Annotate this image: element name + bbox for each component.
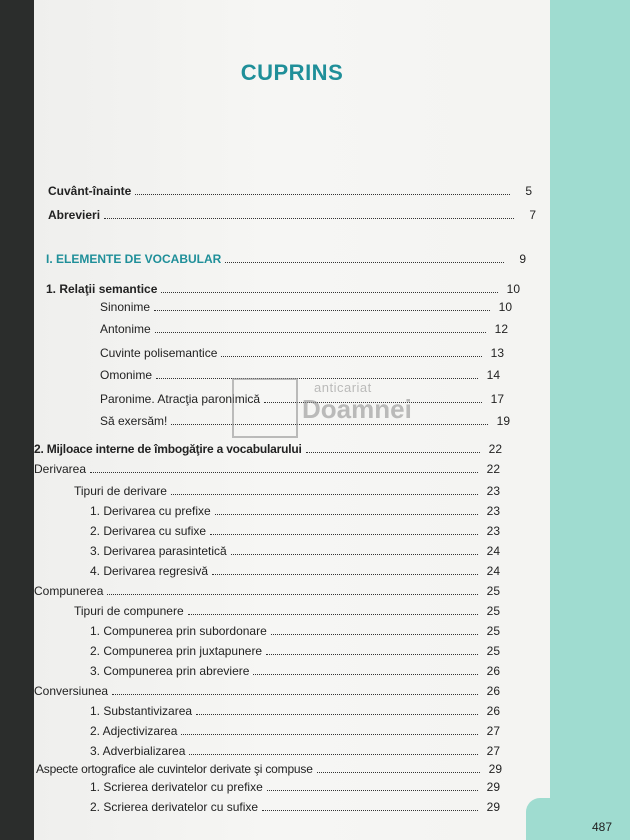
toc-entry-label: 4. Derivarea regresivă (90, 564, 209, 578)
book-page (34, 0, 630, 840)
toc-entry-label: I. ELEMENTE DE VOCABULAR (46, 252, 222, 266)
toc-entry-page: 26 (486, 684, 500, 698)
toc-entry (90, 720, 500, 738)
toc-entry-page: 24 (486, 564, 500, 578)
toc-entry (74, 600, 500, 618)
toc-entry-label: Cuvinte polisemantice (100, 346, 218, 360)
toc-entry (90, 700, 500, 718)
watermark-text-main: Doamnei (302, 394, 412, 424)
dot-leader (181, 734, 478, 735)
dot-leader (231, 554, 478, 555)
toc-entry-label: 3. Adverbializarea (90, 744, 186, 758)
toc-entry (36, 758, 502, 776)
toc-entry-label: 2. Compunerea prin juxtapunere (90, 644, 263, 658)
dot-leader (262, 810, 478, 811)
dot-leader (90, 472, 478, 473)
toc-entry (90, 540, 500, 558)
dot-leader (135, 194, 510, 195)
toc-entry-page: 23 (486, 524, 500, 538)
dot-leader (215, 514, 478, 515)
toc-entry-page: 26 (486, 664, 500, 678)
toc-entry-page: 9 (519, 252, 526, 266)
toc-entry-page: 27 (486, 724, 500, 738)
dot-leader (210, 534, 478, 535)
toc-entry-page: 12 (494, 322, 508, 336)
toc-entry-page: 24 (486, 544, 500, 558)
toc-entry-label: Tipuri de compunere (74, 604, 184, 618)
toc-entry (48, 180, 532, 198)
watermark-book-icon (232, 378, 298, 438)
dot-leader (154, 310, 490, 311)
toc-entry-page: 17 (490, 392, 504, 406)
toc-entry-label: 2. Derivarea cu sufixe (90, 524, 207, 538)
toc-entry-page: 29 (486, 780, 500, 794)
watermark-logo (232, 376, 492, 436)
toc-entry (90, 560, 500, 578)
toc-entry-label: Antonime (100, 322, 151, 336)
toc-entry (34, 438, 502, 456)
dot-leader (221, 356, 482, 357)
toc-entry-label: 1. Derivarea cu prefixe (90, 504, 211, 518)
toc-entry (100, 318, 508, 336)
toc-entry (90, 740, 500, 758)
toc-entry-page: 23 (486, 504, 500, 518)
dot-leader (225, 262, 504, 263)
toc-entry (90, 776, 500, 794)
toc-entry-page: 26 (486, 704, 500, 718)
toc-entry-page: 19 (496, 414, 510, 428)
toc-entry-label: 2. Scrierea derivatelor cu sufixe (90, 800, 259, 814)
toc-entry-label: 1. Compunerea prin subordonare (90, 624, 267, 638)
toc-entry (34, 580, 500, 598)
watermark-text-top: anticariat (314, 380, 372, 395)
toc-entry-label: 3. Derivarea parasintetică (90, 544, 227, 558)
toc-entry-label: Omonime (100, 368, 153, 382)
toc-entry-label: Cuvânt-înainte (48, 184, 132, 198)
dot-leader (212, 574, 478, 575)
toc-entry-page: 7 (529, 208, 536, 222)
dot-leader (155, 332, 486, 333)
toc-entry-label: Sinonime (100, 300, 151, 314)
toc-entry-page: 22 (486, 462, 500, 476)
toc-entry-page: 14 (486, 368, 500, 382)
toc-entry (46, 278, 520, 296)
dot-leader (107, 594, 478, 595)
dot-leader (171, 494, 478, 495)
toc-entry-page: 25 (486, 604, 500, 618)
toc-entry-label: Să exersăm! (100, 414, 168, 428)
toc-entry (100, 342, 504, 360)
toc-entry-label: 1. Scrierea derivatelor cu prefixe (90, 780, 263, 794)
toc-entry (74, 480, 500, 498)
toc-entry-page: 25 (486, 624, 500, 638)
page-number-tab (526, 798, 630, 840)
dot-leader (271, 634, 478, 635)
toc-entry-page: 25 (486, 644, 500, 658)
toc-entry-page: 27 (486, 744, 500, 758)
toc-entry-label: Aspecte ortografice ale cuvintelor derivate şi compuse (36, 762, 313, 776)
toc-entry-page: 10 (498, 300, 512, 314)
toc-entry-label: Conversiunea (34, 684, 109, 698)
toc-entry (90, 640, 500, 658)
toc-entry-page: 10 (506, 282, 520, 296)
toc-entry-page: 5 (525, 184, 532, 198)
toc-entry-page: 23 (486, 484, 500, 498)
decorative-side-band (550, 0, 630, 840)
toc-entry-page: 29 (488, 762, 502, 776)
toc-entry-label: Derivarea (34, 462, 87, 476)
dot-leader (317, 772, 480, 773)
dot-leader (253, 674, 478, 675)
toc-entry (48, 204, 536, 222)
toc-entry-label: Paronime. Atracţia paronimică (100, 392, 261, 406)
toc-entry-label: 1. Relaţii semantice (46, 282, 158, 296)
dot-leader (306, 452, 480, 453)
toc-entry (90, 520, 500, 538)
toc-section-heading (46, 248, 526, 266)
toc-entry-page: 22 (488, 442, 502, 456)
toc-entry-page: 13 (490, 346, 504, 360)
toc-entry (90, 620, 500, 638)
page-title: CUPRINS (240, 60, 344, 85)
dot-leader (112, 694, 478, 695)
toc-entry (34, 458, 500, 476)
toc-entry-page: 25 (486, 584, 500, 598)
toc-entry (90, 660, 500, 678)
toc-entry-label: Compunerea (34, 584, 104, 598)
dot-leader (266, 654, 478, 655)
toc-entry (90, 500, 500, 518)
dot-leader (188, 614, 478, 615)
dot-leader (196, 714, 478, 715)
toc-entry (90, 796, 500, 814)
toc-entry-label: 3. Compunerea prin abreviere (90, 664, 250, 678)
page-number: 487 (591, 820, 612, 834)
dot-leader (161, 292, 498, 293)
toc-entry-page: 29 (486, 800, 500, 814)
toc-entry (34, 680, 500, 698)
toc-entry-label: 2. Mijloace interne de îmbogăţire a vocabularului (34, 442, 302, 456)
dot-leader (189, 754, 478, 755)
toc-entry-label: 1. Substantivizarea (90, 704, 193, 718)
dot-leader (267, 790, 478, 791)
toc-entry-label: Abrevieri (48, 208, 101, 222)
toc-entry-label: Tipuri de derivare (74, 484, 167, 498)
toc-entry-label: 2. Adjectivizarea (90, 724, 178, 738)
dot-leader (104, 218, 514, 219)
toc-entry (100, 296, 512, 314)
